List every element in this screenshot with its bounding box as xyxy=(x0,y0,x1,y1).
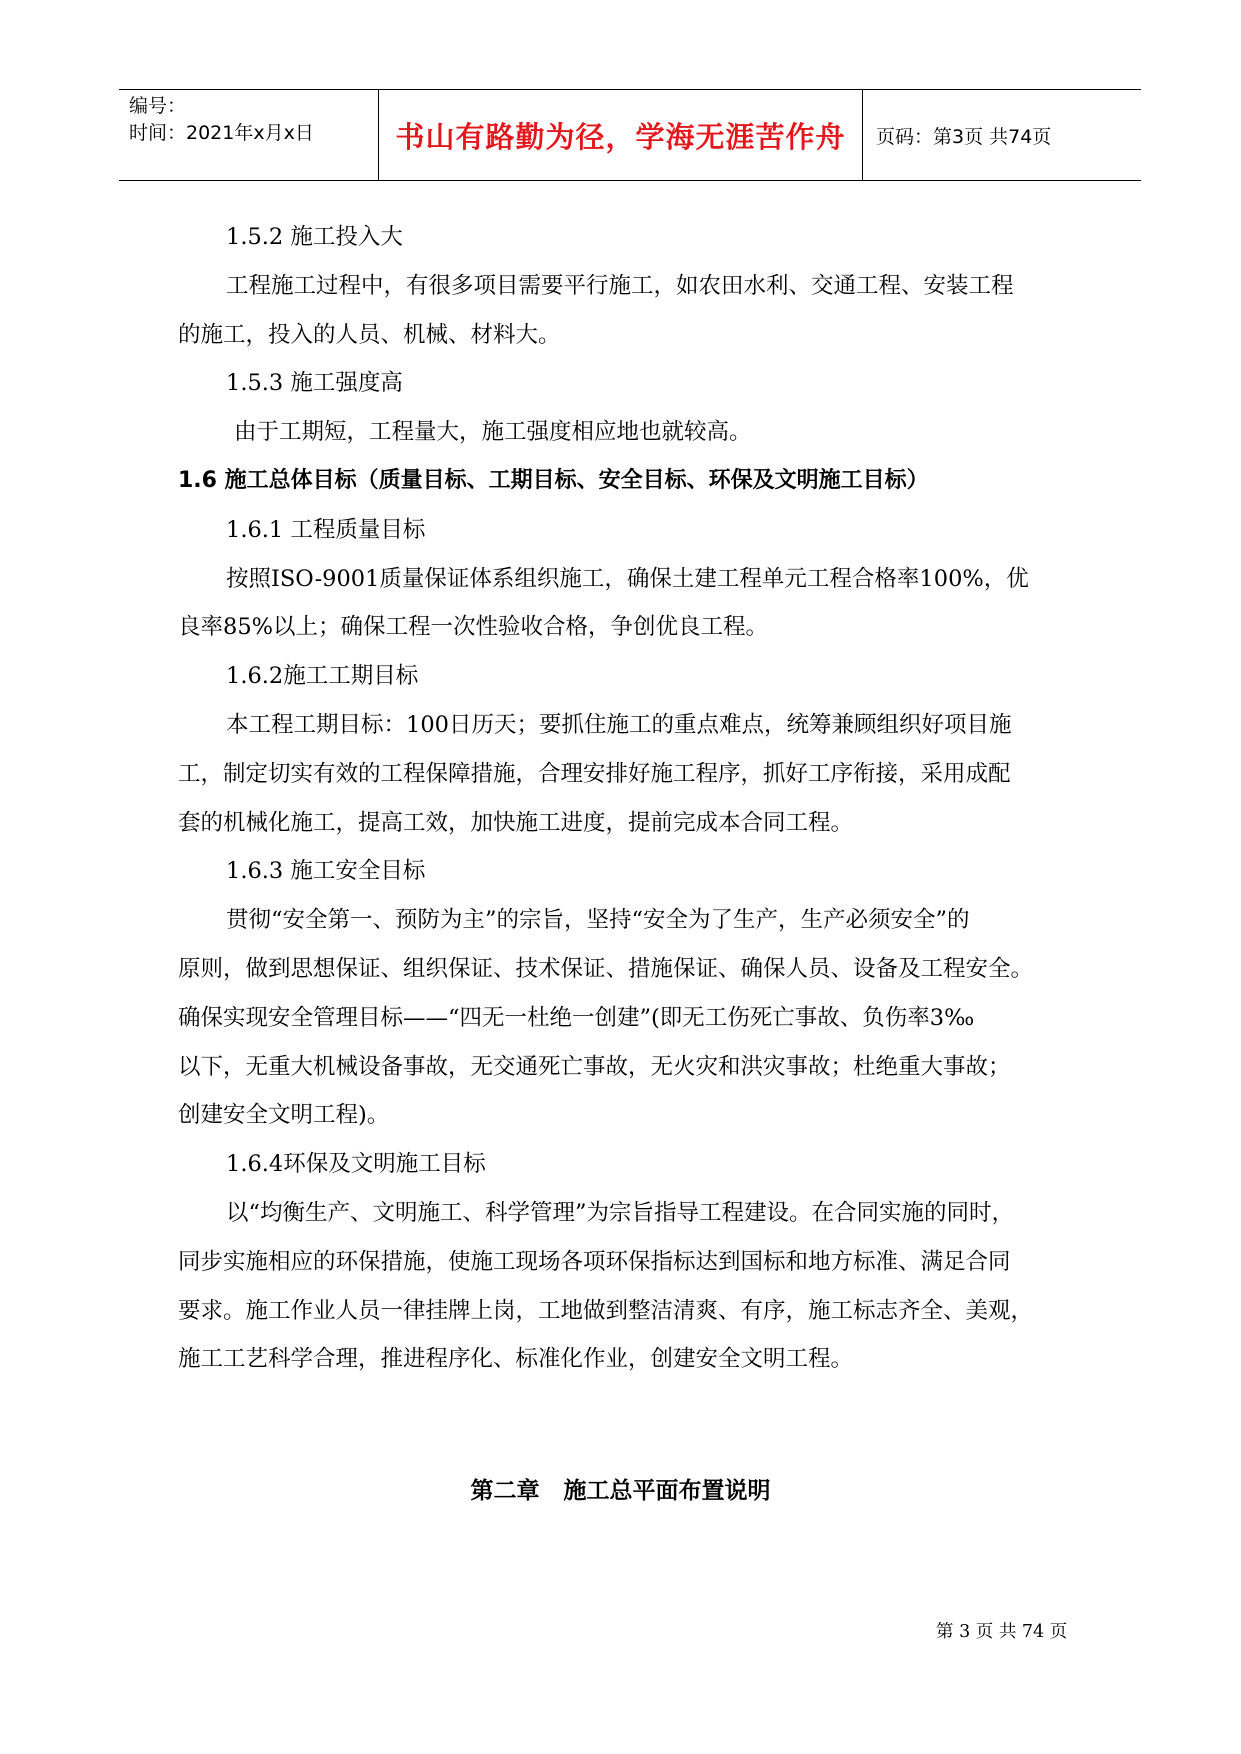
paragraph-line: 施工工艺科学合理，推进程序化、标准化作业，创建安全文明工程。 xyxy=(178,1346,854,1373)
header-page-info: 页码：第3页 共74页 xyxy=(876,125,1052,148)
section-1-5-2-heading: 1.5.2 施工投入大 xyxy=(226,224,403,250)
paragraph-line: 原则，做到思想保证、组织保证、技术保证、措施保证、确保人员、设备及工程安全。 xyxy=(178,955,1034,982)
paragraph-line: 工，制定切实有效的工程保障措施，合理安排好施工程序，抓好工序衔接，采用成配 xyxy=(178,760,1011,787)
section-1-6-heading: 1.6 施工总体目标（质量目标、工期目标、安全目标、环保及文明施工目标） xyxy=(178,467,929,493)
section-1-5-3-heading: 1.5.3 施工强度高 xyxy=(226,370,403,397)
paragraph-line: 以“均衡生产、文明施工、科学管理”为宗旨指导工程建设。在合同实施的同时， xyxy=(226,1199,1015,1226)
document-header xyxy=(119,89,1141,181)
paragraph-line: 创建安全文明工程)。 xyxy=(178,1102,390,1129)
paragraph-line: 同步实施相应的环保措施，使施工现场各项环保指标达到国标和地方标准、满足合同 xyxy=(178,1248,1011,1275)
paragraph-line: 由于工期短，工程量大，施工强度相应地也就较高。 xyxy=(234,419,752,446)
document-number-label: 编号： xyxy=(129,95,187,117)
paragraph-line: 确保实现安全管理目标——“四无一杜绝一创建”(即无工伤死亡事故、负伤率3‰ xyxy=(178,1004,975,1031)
paragraph-line: 良率85%以上；确保工程一次性验收合格，争创优良工程。 xyxy=(178,614,769,641)
section-1-6-1-heading: 1.6.1 工程质量目标 xyxy=(226,516,426,543)
header-divider-right xyxy=(862,90,863,180)
page-footer: 第 3 页 共 74 页 xyxy=(936,1622,1068,1642)
chapter-title: 第二章 施工总平面布置说明 xyxy=(470,1478,771,1504)
document-time: 时间：2021年x月x日 xyxy=(129,122,314,144)
paragraph-line: 以下，无重大机械设备事故，无交通死亡事故，无火灾和洪灾事故；杜绝重大事故； xyxy=(178,1053,1011,1080)
paragraph-line: 套的机械化施工，提高工效，加快施工进度，提前完成本合同工程。 xyxy=(178,809,854,836)
paragraph-line: 工程施工过程中，有很多项目需要平行施工，如农田水利、交通工程、安装工程 xyxy=(226,272,1014,299)
paragraph-line: 要求。施工作业人员一律挂牌上岗，工地做到整洁清爽、有序，施工标志齐全、美观， xyxy=(178,1297,1034,1324)
paragraph-line: 按照ISO-9001质量保证体系组织施工，确保土建工程单元工程合格率100%，优 xyxy=(226,565,1029,592)
section-1-6-3-heading: 1.6.3 施工安全目标 xyxy=(226,858,426,885)
document-body xyxy=(178,213,1093,1384)
section-1-6-2-heading: 1.6.2施工工期目标 xyxy=(226,663,419,690)
paragraph-line: 贯彻“安全第一、预防为主”的宗旨，坚持“安全为了生产，生产必须安全”的 xyxy=(226,907,970,934)
section-1-6-4-heading: 1.6.4环保及文明施工目标 xyxy=(226,1151,486,1178)
paragraph-line: 的施工，投入的人员、机械、材料大。 xyxy=(178,321,561,348)
paragraph-line: 本工程工期目标：100日历天；要抓住施工的重点难点，统筹兼顾组织好项目施 xyxy=(226,711,1012,738)
header-motto: 书山有路勤为径，学海无涯苦作舟 xyxy=(395,119,846,154)
